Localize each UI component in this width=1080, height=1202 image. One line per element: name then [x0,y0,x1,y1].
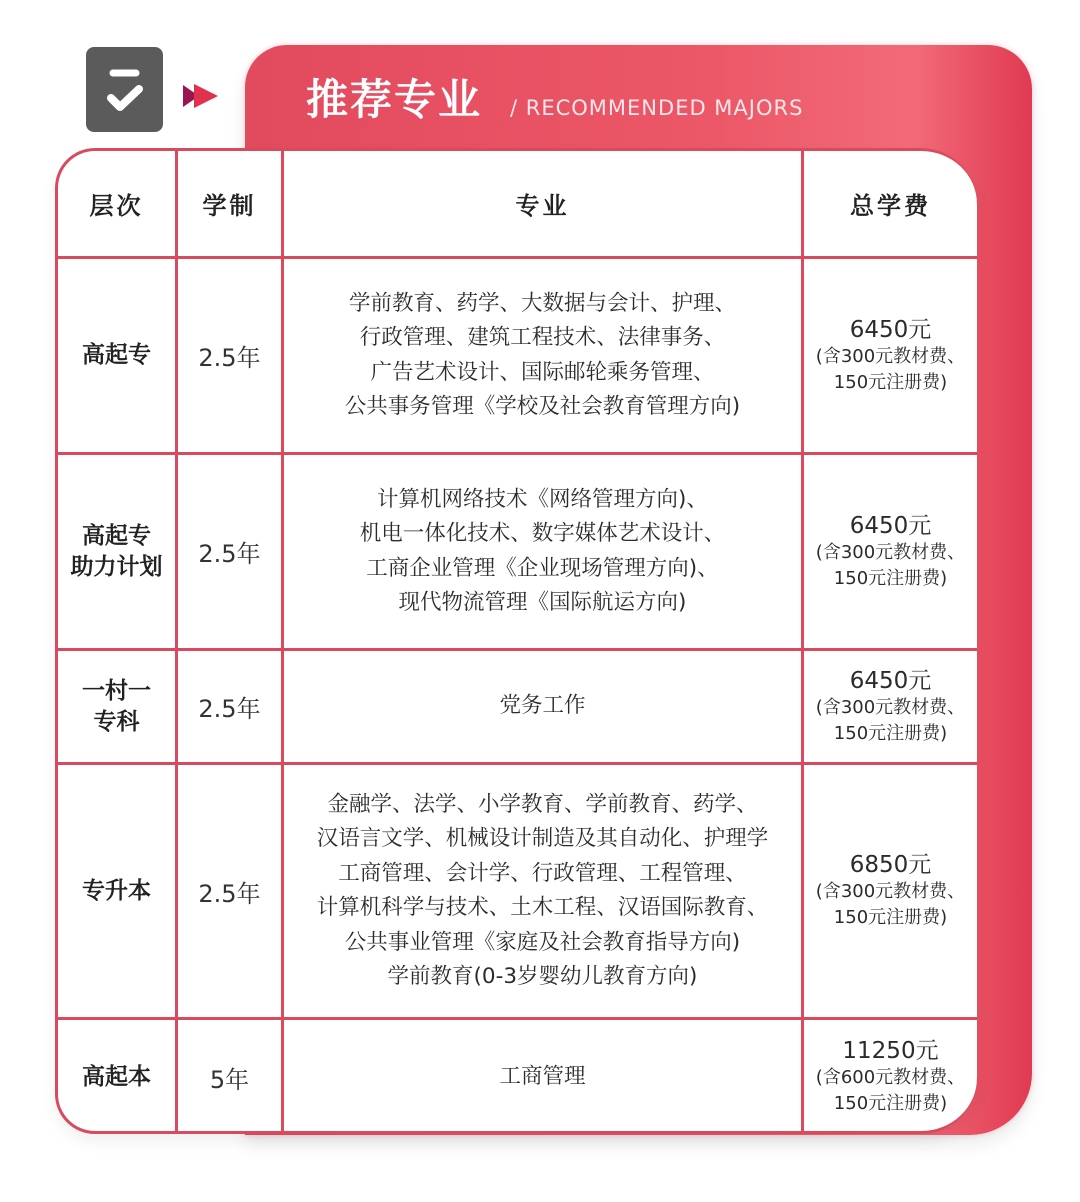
header-majors: 专业 [515,192,570,220]
table-row-level [58,455,175,648]
header-duration: 学制 [202,192,257,220]
major-line: 计算机网络技术《网络管理方向)、 [377,486,708,512]
major-line: 行政管理、建筑工程技术、法律事务、 [359,325,726,350]
fee-note: (含300元教材费、 [815,345,966,367]
fee-note: (含300元教材费、 [815,881,966,902]
table-row-fee [804,259,977,452]
table-row-level [58,765,175,1017]
fee-note: 150元注册费) [833,722,948,744]
fee-amount: 6450元 [849,316,932,343]
table-row-fee [804,1020,977,1134]
major-line: 学前教育、药学、大数据与会计、护理、 [348,290,736,316]
level-text: 专科 [93,708,140,735]
level-text: 助力计划 [70,553,163,580]
fee-note: 150元注册费) [833,907,948,928]
table-row-level [58,651,175,762]
major-line: 广告艺术设计、国际邮轮乘务管理、 [370,359,715,385]
table-row-duration: 5年 [209,1065,250,1094]
major-line: 金融学、法学、小学教育、学前教育、药学、 [327,791,758,817]
major-line: 机电一体化技术、数字媒体艺术设计、 [359,521,726,546]
major-line: 计算机科学与技术、土木工程、汉语国际教育、 [316,895,769,920]
major-line: 工商管理 [499,1063,586,1089]
table-row-duration: 2.5年 [198,540,261,568]
fee-note: 150元注册费) [833,1093,948,1114]
section-subtitle: / RECOMMENDED MAJORS [510,96,804,120]
level-text: 高起本 [82,1063,151,1090]
double-arrow-right-icon [183,84,219,108]
level-text: 一村一 [82,677,151,704]
table-row-duration: 2.5年 [198,344,261,372]
major-line: 现代物流管理《国际航运方向) [398,590,687,615]
table-row-majors [284,455,801,648]
level-text: 高起专 [82,522,151,549]
major-line: 工商管理、会计学、行政管理、工程管理、 [338,860,747,886]
table-row-duration: 2.5年 [198,879,261,908]
majors-table [55,148,977,1134]
major-line: 公共事业管理《家庭及社会教育指导方向) [344,929,741,955]
fee-amount: 11250元 [842,1038,939,1064]
level-text: 高起专 [82,342,151,368]
major-line: 工商企业管理《企业现场管理方向)、 [366,555,719,581]
fee-note: 150元注册费) [833,567,948,589]
fee-note: 150元注册费) [833,371,948,393]
table-row-majors [284,1020,801,1134]
table-row-fee [804,455,977,648]
table-row-level [58,1020,175,1134]
checklist-icon [86,47,163,132]
table-row-fee [804,765,977,1017]
table-row-majors [284,651,801,762]
fee-note: (含300元教材费、 [815,696,966,718]
table-row-level [58,259,175,452]
major-line: 党务工作 [499,693,586,719]
fee-note: (含600元教材费、 [815,1067,966,1088]
major-line: 汉语言文学、机械设计制造及其自动化、护理学 [316,826,769,851]
table-row-majors [284,259,801,452]
major-line: 学前教育(0-3岁婴幼儿教育方向) [387,964,698,989]
fee-amount: 6850元 [849,852,932,878]
table-row-majors [284,765,801,1017]
header-level: 层次 [89,192,144,220]
level-text: 专升本 [82,877,151,904]
major-line: 公共事务管理《学校及社会教育管理方向) [344,394,741,419]
fee-amount: 6450元 [849,512,932,539]
header-total-fee: 总学费 [850,192,931,220]
table-row-fee [804,651,977,762]
fee-amount: 6450元 [849,667,932,694]
fee-note: (含300元教材费、 [815,541,966,563]
table-row-duration: 2.5年 [198,695,261,723]
section-title: 推荐专业 [306,75,483,124]
